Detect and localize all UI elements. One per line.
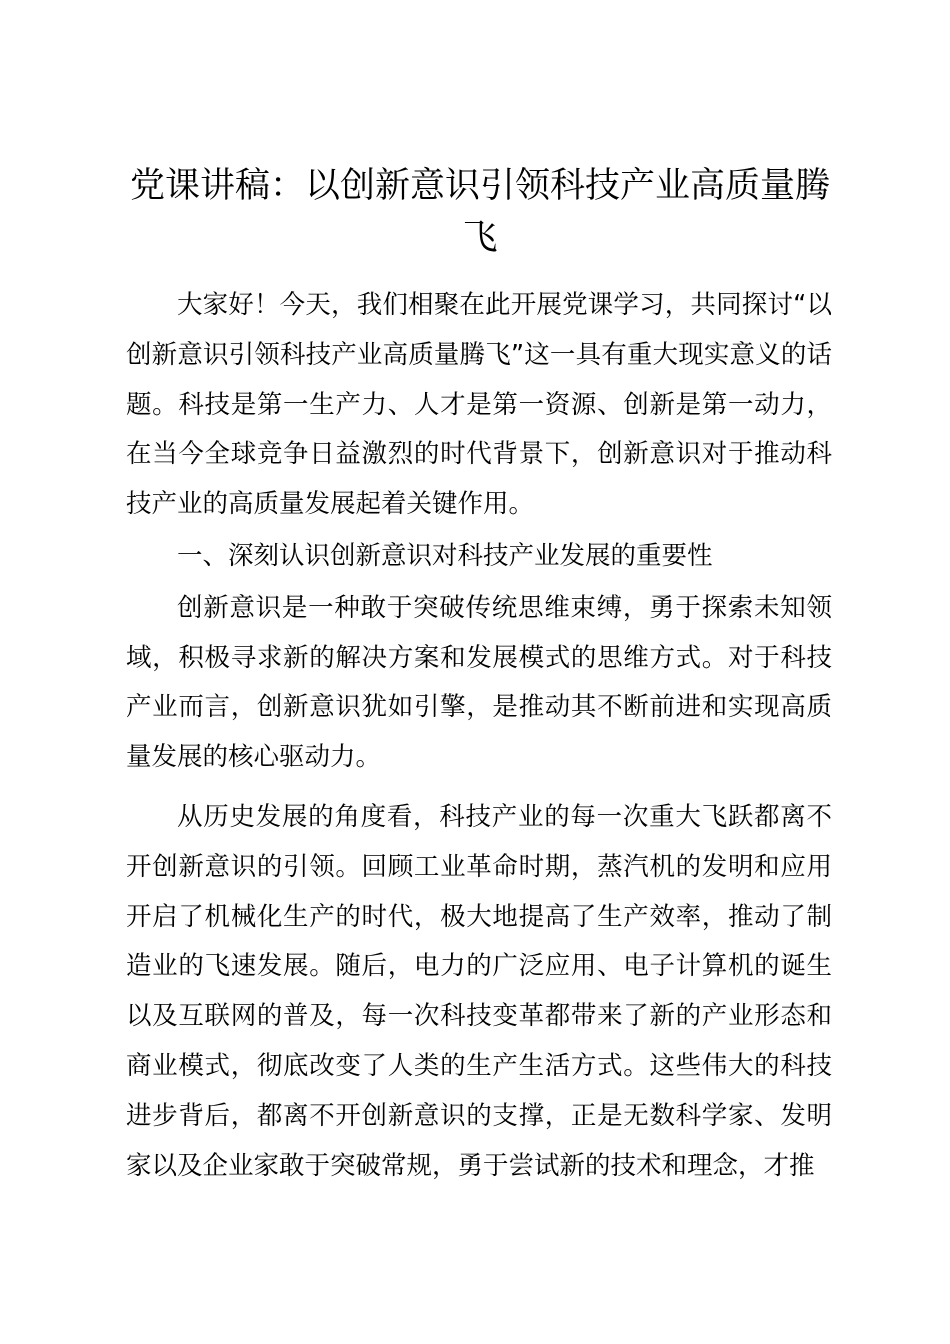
section-heading-1: 一、深刻认识创新意识对科技产业发展的重要性 <box>177 540 713 571</box>
document-body <box>126 281 832 1191</box>
body-paragraph-1: 创新意识是一种敢于突破传统思维束缚，勇于探索未知领域，积极寻求新的解决方案和发展模式的思维方式。对于科技产业而言，创新意识犹如引擎，是推动其不断前进和实现高质量发展的核心驱动力。 <box>126 592 832 773</box>
intro-paragraph: 大家好！今天，我们相聚在此开展党课学习，共同探讨“以创新意识引领科技产业高质量腾飞”这一具有重大现实意义的话题。科技是第一生产力、人才是第一资源、创新是第一动力，在当今全球竞争日益激烈的时代背景下，创新意识对于推动科技产业的高质量发展起着关键作用。 <box>126 290 832 520</box>
body-paragraph-2: 从历史发展的角度看，科技产业的每一次重大飞跃都离不开创新意识的引领。回顾工业革命时期，蒸汽机的发明和应用开启了机械化生产的时代，极大地提高了生产效率，推动了制造业的飞速发展。随后，电力的广泛应用、电子计算机的诞生以及互联网的普及，每一次科技变革都带来了新的产业形态和商业模式，彻底改变了人类的生产生活方式。这些伟大的科技进步背后，都离不开创新意识的支撑，正是无数科学家、发明家以及企业家敢于突破常规，勇于尝试新的技术和理念，才推 <box>126 801 832 1181</box>
document-title: 党课讲稿：以创新意识引领科技产业高质量腾飞 <box>129 166 830 258</box>
